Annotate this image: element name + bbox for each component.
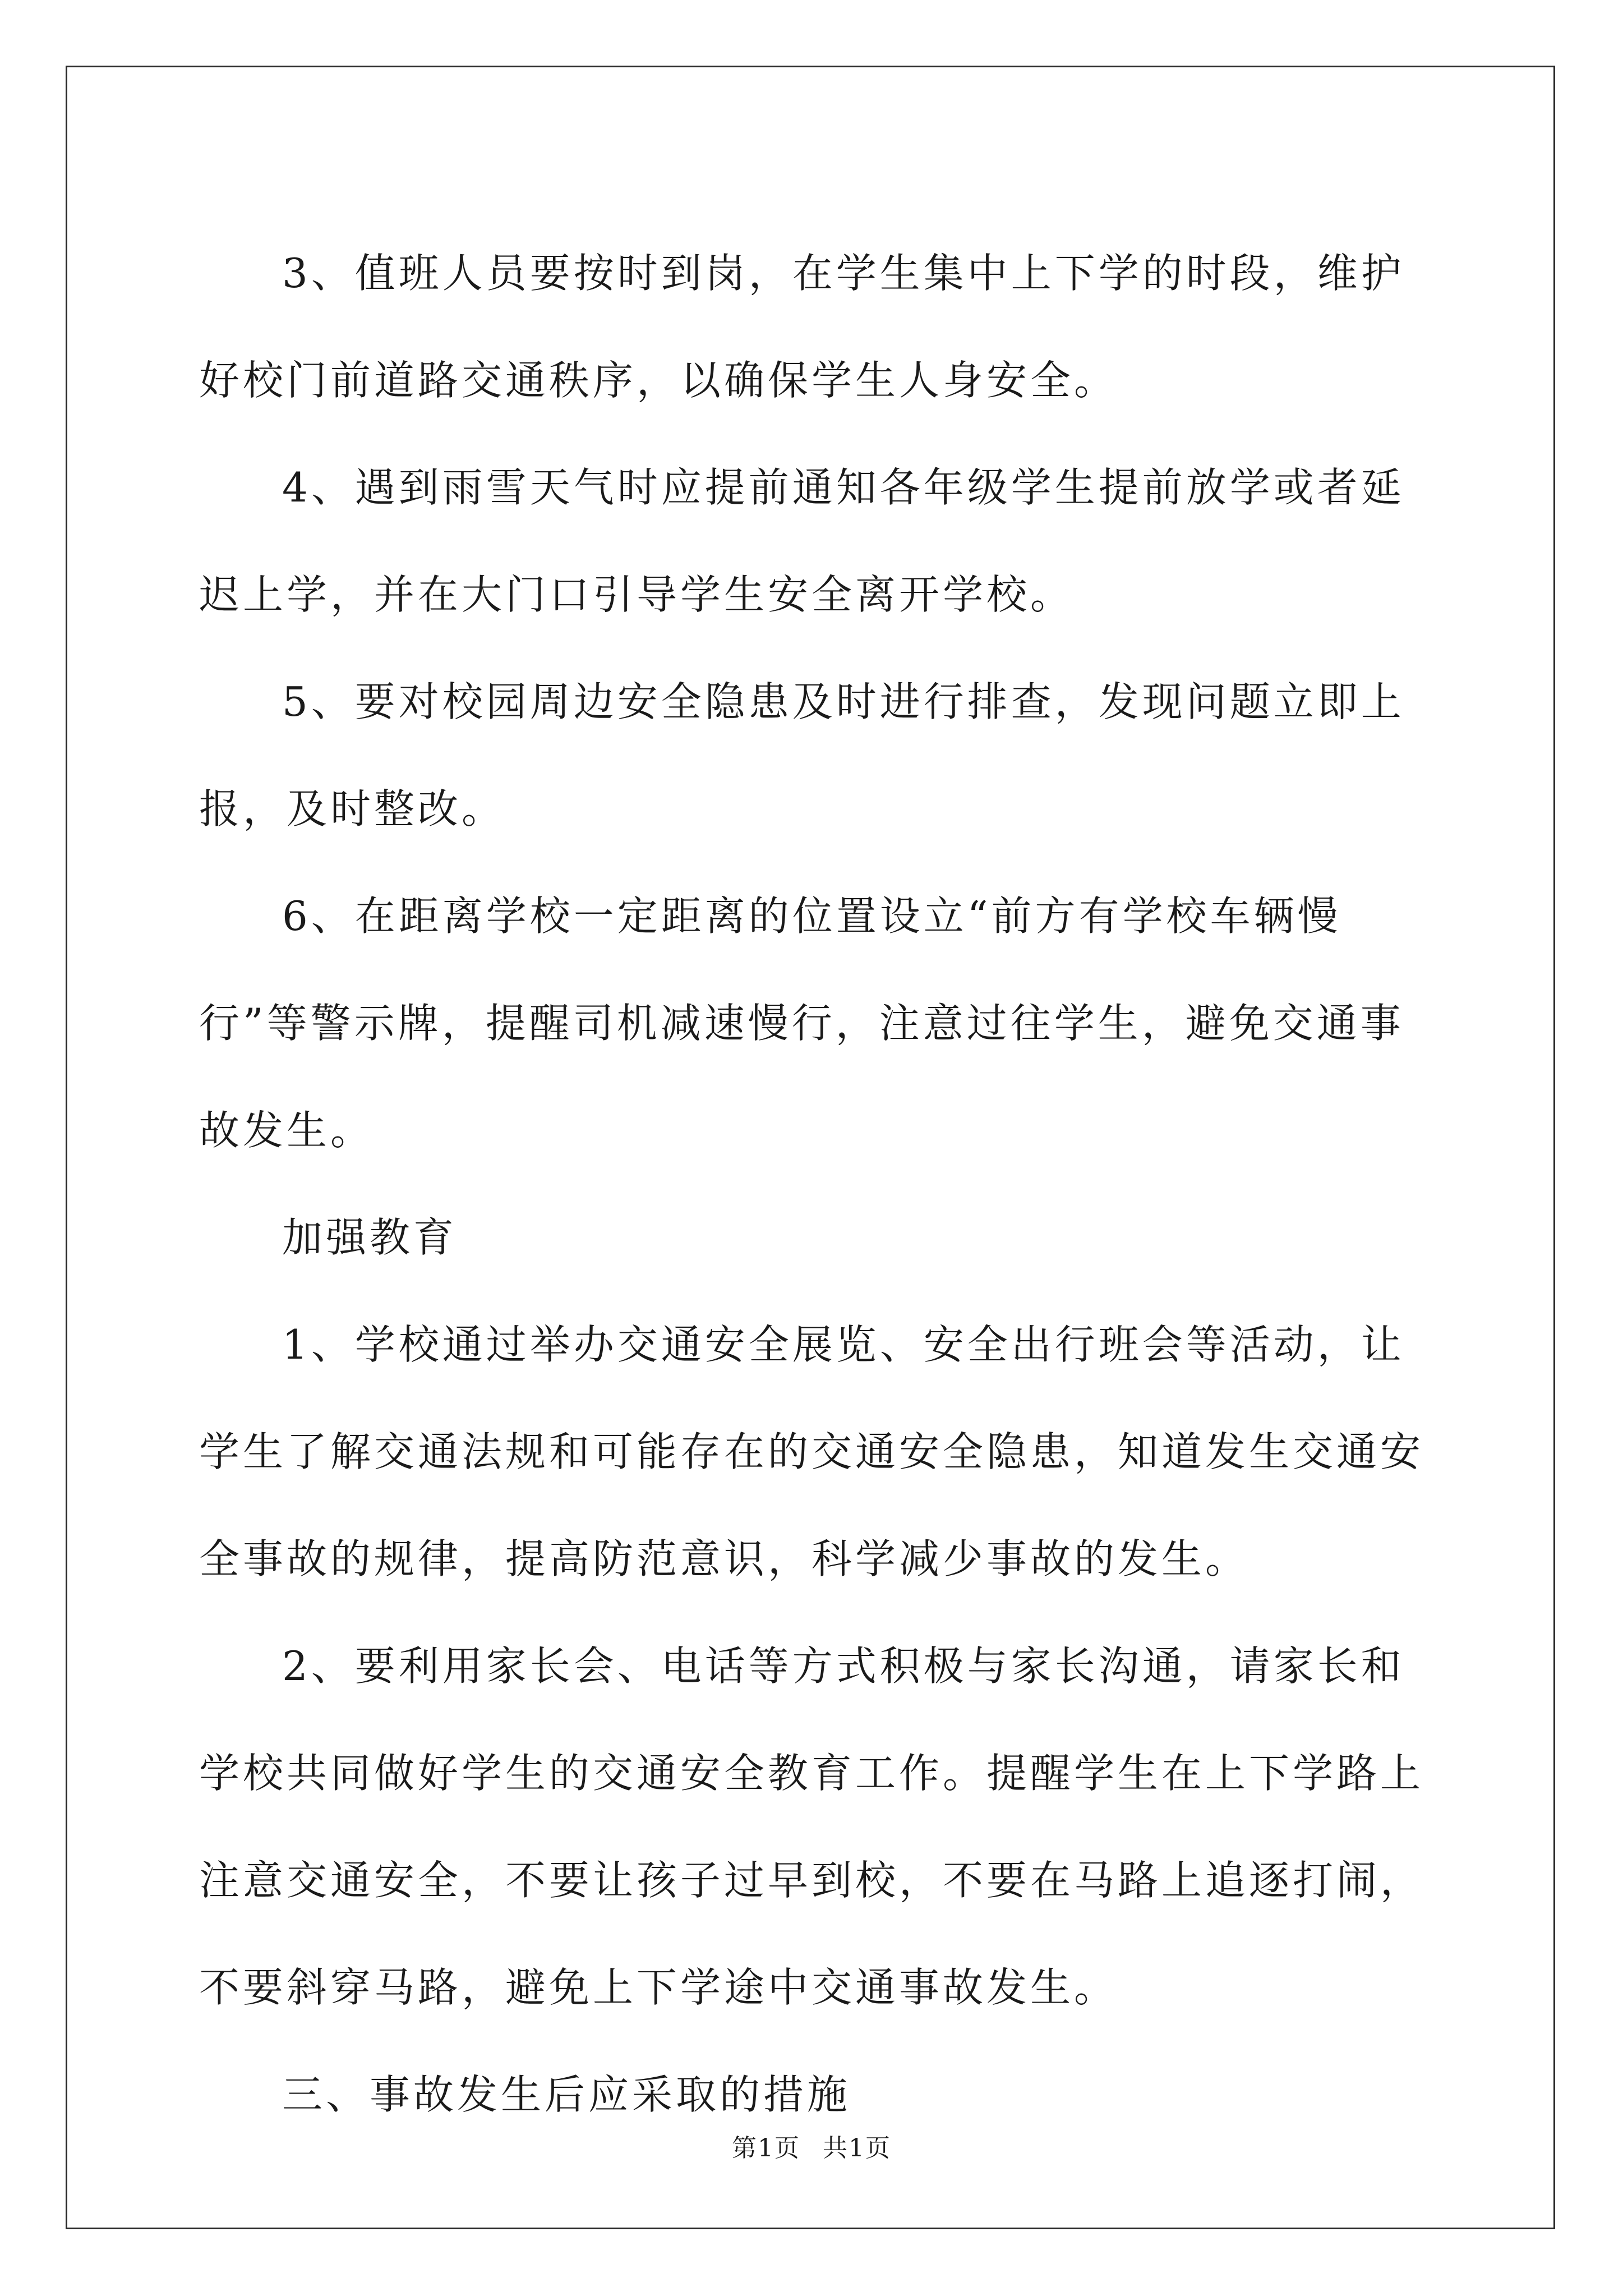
paragraph-school-activities: 1、学校通过举办交通安全展览、安全出行班会等活动，让学生了解交通法规和可能存在的交通安全隐患，知道发生交通安全事故的规律，提高防范意识，科学减少事故的发生。 (199, 1321, 1424, 1582)
page-footer (0, 2132, 1623, 2165)
paragraph-parent-communication: 2、要利用家长会、电话等方式积极与家长沟通，请家长和学校共同做好学生的交通安全教育工作。提醒学生在上下学路上注意交通安全，不要让孩子过早到校，不要在马路上追逐打闹，不要斜穿马路，避免上下学途中交通事故发生。 (199, 1642, 1424, 2011)
section-heading-education: 加强教育 (282, 1214, 458, 1261)
document-body (199, 220, 1433, 2148)
paragraph-warning-sign: 6、在距离学校一定距离的位置设立“前方有学校车辆慢行”等警示牌，提醒司机减速慢行，注意过往学生，避免交通事故发生。 (199, 892, 1404, 1154)
page-number-total: 共1页 (823, 2134, 891, 2162)
paragraph-duty-staff: 3、值班人员要按时到岗，在学生集中上下学的时段，维护好校门前道路交通秩序，以确保学生人身安全。 (199, 250, 1405, 404)
page-number-current: 第1页 (732, 2134, 800, 2162)
paragraph-hazard-check: 5、要对校园周边安全隐患及时进行排查，发现问题立即上报，及时整改。 (199, 678, 1405, 832)
section-heading-after-accident: 三、事故发生后应采取的措施 (282, 2071, 851, 2118)
paragraph-bad-weather: 4、遇到雨雪天气时应提前通知各年级学生提前放学或者延迟上学，并在大门口引导学生安全离开学校。 (199, 464, 1405, 618)
